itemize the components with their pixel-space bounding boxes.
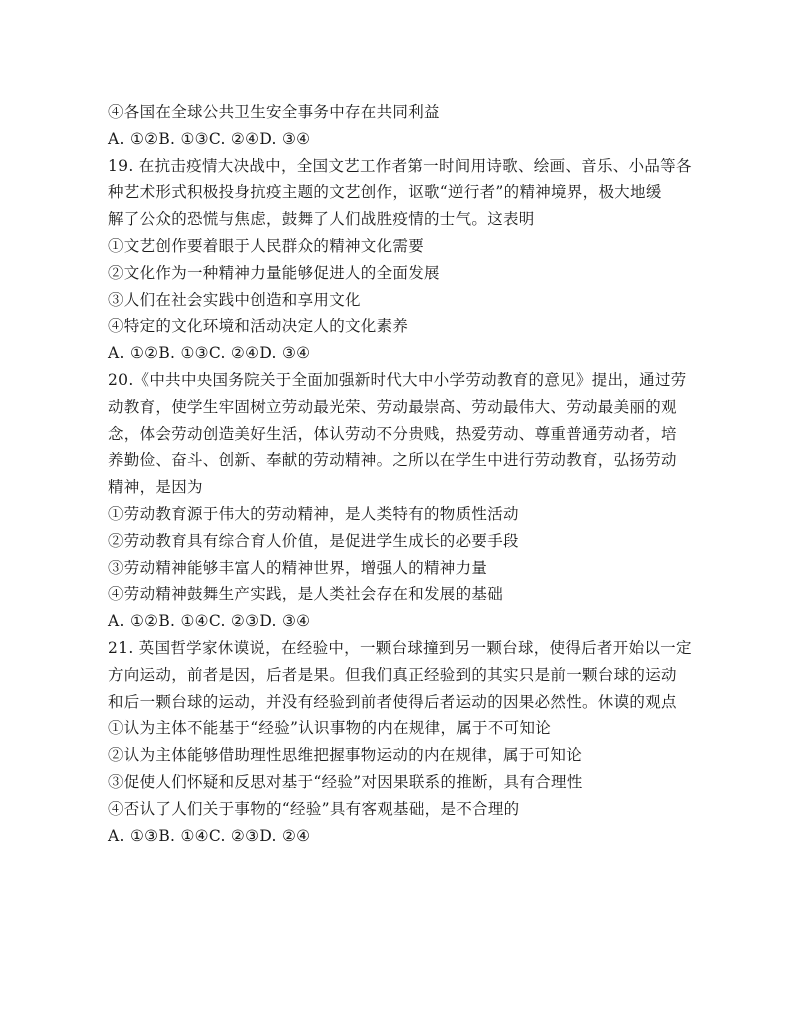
q20-answer-choices: A. ①②B. ①④C. ②③D. ③④: [108, 612, 311, 631]
q19-stem-line-3: 解了公众的恐慌与焦虑，鼓舞了人们战胜疫情的士气。这表明: [108, 210, 535, 229]
q20-option-4: ④劳动精神鼓舞生产实践，是人类社会存在和发展的基础: [108, 585, 504, 604]
question-text-block: [108, 99, 708, 849]
q21-option-4: ④否认了人们关于事物的“经验”具有客观基础，是不合理的: [108, 799, 520, 818]
q19-stem-line-2: 种艺术形式积极投身抗疫主题的文艺创作，讴歌“逆行者”的精神境界，极大地缓: [108, 183, 662, 202]
q20-option-1: ①劳动教育源于伟大的劳动精神，是人类特有的物质性活动: [108, 504, 519, 523]
q19-option-2: ②文化作为一种精神力量能够促进人的全面发展: [108, 263, 440, 282]
q19-stem-line-1: 19. 在抗击疫情大决战中，全国文艺工作者第一时间用诗歌、绘画、音乐、小品等各: [108, 156, 692, 175]
q21-stem-line-2: 方向运动，前者是因，后者是果。但我们真正经验到的其实只是前一颗台球的运动: [108, 665, 677, 684]
q20-stem-line-2: 动教育，使学生牢固树立劳动最光荣、劳动最崇高、劳动最伟大、劳动最美丽的观: [108, 397, 677, 416]
q18-option-4: ④各国在全球公共卫生安全事务中存在共同利益: [108, 103, 440, 121]
q20-stem-line-4: 养勤俭、奋斗、创新、奉献的劳动精神。之所以在学生中进行劳动教育，弘扬劳动: [108, 451, 677, 470]
q21-stem-line-1: 21. 英国哲学家休谟说，在经验中，一颗台球撞到另一颗台球，使得后者开始以一定: [108, 638, 692, 657]
q20-stem-line-1: 20.《中共中央国务院关于全面加强新时代大中小学劳动教育的意见》提出，通过劳: [108, 370, 687, 389]
q20-option-3: ③劳动精神能够丰富人的精神世界，增强人的精神力量: [108, 558, 488, 577]
q20-stem-line-3: 念，体会劳动创造美好生活，体认劳动不分贵贱，热爱劳动、尊重普通劳动者，培: [108, 424, 677, 443]
q18-answer-choices: A. ①②B. ①③C. ②④D. ③④: [108, 129, 311, 148]
q21-stem-line-3: 和后一颗台球的运动，并没有经验到前者使得后者运动的因果必然性。休谟的观点: [108, 692, 677, 711]
q19-option-3: ③人们在社会实践中创造和享用文化: [108, 290, 361, 309]
q21-option-2: ②认为主体能够借助理性思维把握事物运动的内在规律，属于可知论: [108, 746, 583, 765]
q19-option-1: ①文艺创作要着眼于人民群众的精神文化需要: [108, 236, 425, 255]
q19-option-4: ④特定的文化环境和活动决定人的文化素养: [108, 317, 409, 336]
q21-answer-choices: A. ①③B. ①④C. ②③D. ②④: [108, 826, 311, 845]
q21-option-1: ①认为主体不能基于“经验”认识事物的内在规律，属于不可知论: [108, 719, 552, 738]
q19-answer-choices: A. ①②B. ①③C. ②④D. ③④: [108, 344, 311, 363]
q20-stem-line-5: 精神，是因为: [108, 478, 203, 497]
q20-option-2: ②劳动教育具有综合育人价值，是促进学生成长的必要手段: [108, 531, 519, 550]
q21-option-3: ③促使人们怀疑和反思对基于“经验”对因果联系的推断，具有合理性: [108, 772, 583, 791]
